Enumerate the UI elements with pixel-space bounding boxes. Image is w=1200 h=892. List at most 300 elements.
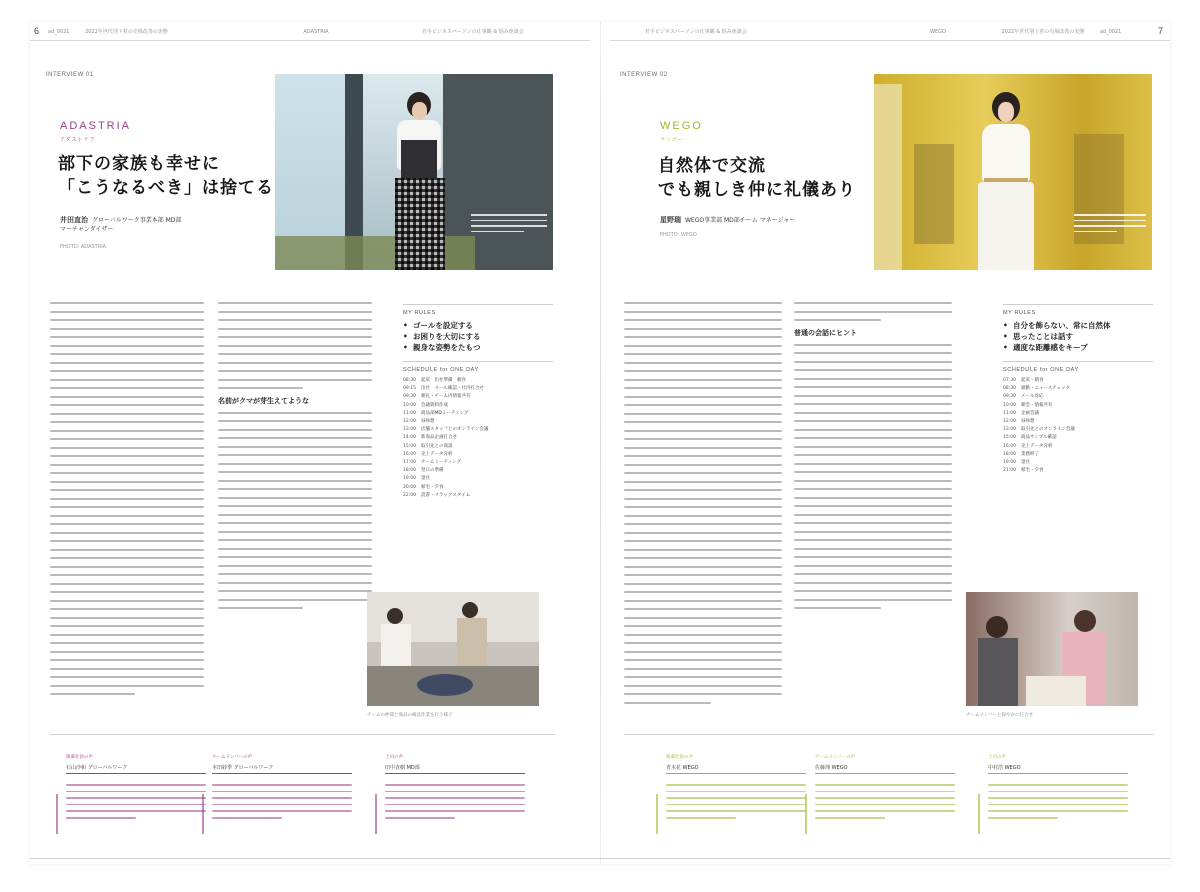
body-text-line xyxy=(624,532,782,534)
voice-text-line xyxy=(988,791,1128,793)
body-text-line xyxy=(50,413,204,415)
photo-caption-right: チームメンバーと和やかに打合せ xyxy=(966,713,1034,718)
body-text-line xyxy=(50,345,204,347)
schedule-row xyxy=(1003,418,1153,426)
body-text-line xyxy=(50,617,204,619)
body-text-line xyxy=(50,625,204,627)
body-text-line xyxy=(624,617,782,619)
voice-text-line xyxy=(385,810,525,812)
body-text-line xyxy=(794,437,952,439)
body-text-line xyxy=(624,557,782,559)
body-text-line xyxy=(624,336,782,338)
schedule-row xyxy=(1003,467,1153,475)
body-text-line xyxy=(794,378,952,380)
schedule-row xyxy=(1003,434,1153,442)
header-code: ad_0021 xyxy=(1099,29,1122,35)
schedule-time: 13:00 xyxy=(403,427,416,433)
voice-text-line xyxy=(988,810,1128,812)
voice-text-line xyxy=(815,804,955,806)
body-text-line xyxy=(50,574,204,576)
schedule-row xyxy=(403,410,553,418)
schedule-row xyxy=(1003,443,1153,451)
rule-item: • ゴールを設定する xyxy=(403,321,473,330)
voice-column xyxy=(666,754,806,824)
schedule-activity: 店舗スタッフとのオンライン会議 xyxy=(421,427,489,433)
voice-text-line xyxy=(66,810,206,812)
body-text-line xyxy=(218,454,372,456)
body-text-line xyxy=(218,463,372,465)
voice-role: 上司の声 xyxy=(988,755,1006,760)
body-text-line xyxy=(50,659,204,661)
body-text-line xyxy=(624,685,782,687)
body-text-line xyxy=(50,651,204,653)
body-text-line xyxy=(50,455,204,457)
byline-dept: マネージャー xyxy=(759,217,796,224)
voice-name: 佐藤理 WEGO xyxy=(815,764,955,774)
body-text-line xyxy=(50,693,135,695)
body-text-line xyxy=(624,702,711,704)
body-text-line xyxy=(218,446,372,448)
body-text-line xyxy=(218,522,372,524)
schedule-activity: 昼休憩 xyxy=(1021,419,1035,425)
body-text-line xyxy=(794,514,952,516)
body-text-line xyxy=(218,573,372,575)
body-text-line xyxy=(624,583,782,585)
voice-text-line xyxy=(385,797,525,799)
header-rule-right xyxy=(610,40,1170,41)
body-text-line xyxy=(624,396,782,398)
schedule-activity: チームミーティング xyxy=(421,460,462,466)
body-text-line xyxy=(50,472,204,474)
voice-side-mark xyxy=(805,794,807,834)
schedule-activity: 朝礼・チーム内情報共有 xyxy=(421,394,471,400)
schedule-time: 08:30 xyxy=(1003,386,1016,392)
schedule-time: 19:00 xyxy=(403,476,416,482)
body-text-line xyxy=(624,379,782,381)
body-text-line xyxy=(624,481,782,483)
body-column-left-1 xyxy=(50,302,204,702)
body-text-line xyxy=(50,557,204,559)
body-text-line xyxy=(50,438,204,440)
body-text-line xyxy=(218,582,372,584)
voice-text-line xyxy=(666,817,736,819)
body-text-line xyxy=(50,396,204,398)
body-text-line xyxy=(794,522,952,524)
body-text-line xyxy=(624,362,782,364)
voice-name: 田中直樹 MD部 xyxy=(385,764,525,774)
body-text-line xyxy=(624,642,782,644)
body-text-line xyxy=(50,532,204,534)
body-text-line xyxy=(624,591,782,593)
schedule-row xyxy=(1003,393,1153,401)
schedule-activity: 起床・朝食 xyxy=(1021,378,1044,383)
schedule-row xyxy=(403,467,553,475)
voice-text-line xyxy=(66,797,206,799)
schedule-time: 09:30 xyxy=(403,394,416,400)
body-text-line xyxy=(624,413,782,415)
body-text-line xyxy=(50,464,204,466)
voice-side-mark xyxy=(56,794,58,834)
voice-text-line xyxy=(66,784,206,786)
schedule-time: 11:00 xyxy=(1003,410,1016,416)
running-header-center-right: 若手ビジネスパーソンの仕事観 & 悩み座談会 xyxy=(645,29,747,35)
body-text-line xyxy=(624,455,782,457)
schedule-time: 09:15 xyxy=(403,386,416,392)
body-text-line xyxy=(624,608,782,610)
body-text-line xyxy=(218,437,372,439)
body-text-line xyxy=(50,608,204,610)
schedule-activity: 商品サンプル確認 xyxy=(1021,435,1057,441)
brand-sub-wego: ウィゴー xyxy=(660,137,684,143)
body-text-line xyxy=(218,302,372,304)
voice-role: 後輩社員の声 xyxy=(66,755,93,760)
interview-label-left: INTERVIEW 01 xyxy=(46,72,94,78)
voice-text-line xyxy=(66,804,206,806)
schedule-activity: 帰宅・夕食 xyxy=(1021,468,1044,474)
header-brand: ADASTRIA xyxy=(303,29,329,35)
body-text-line xyxy=(218,471,372,473)
body-text-line xyxy=(218,420,372,422)
schedule-row xyxy=(403,418,553,426)
header-title: 2022年世代別下着の売場改善の実態 xyxy=(1001,29,1085,35)
schedule-row xyxy=(403,492,553,500)
interview-label-right: INTERVIEW 02 xyxy=(620,72,668,78)
schedule-time: 14:00 xyxy=(403,435,416,441)
headline-line: 部下の家族も幸せに xyxy=(58,154,220,174)
schedule-row xyxy=(1003,426,1153,434)
body-text-line xyxy=(50,523,204,525)
voices-rule-left xyxy=(50,734,555,735)
voice-text-line xyxy=(666,784,806,786)
body-text-line xyxy=(50,642,204,644)
schedule-activity: 企画会議 xyxy=(1021,410,1039,416)
body-text-line xyxy=(50,319,204,321)
voice-text-line xyxy=(212,791,352,793)
body-text-line xyxy=(50,591,204,593)
body-text-line xyxy=(624,574,782,576)
body-text-line xyxy=(218,505,372,507)
header-code: ad_0021 xyxy=(48,29,70,35)
body-text-line xyxy=(218,353,372,355)
my-rules-left xyxy=(403,304,553,500)
body-text-line xyxy=(624,447,782,449)
body-text-line xyxy=(794,420,952,422)
body-text-line xyxy=(624,328,782,330)
body-text-line xyxy=(624,651,782,653)
body-column-left-2 xyxy=(218,302,372,616)
schedule-activity: 退社 xyxy=(1021,460,1030,466)
voice-text-line xyxy=(988,804,1128,806)
photo-credit-right: PHOTO: WEGO xyxy=(660,232,697,238)
body-text-line xyxy=(794,573,952,575)
schedule-time: 19:00 xyxy=(1003,460,1016,466)
body-text-line xyxy=(794,599,952,601)
body-text-line xyxy=(624,421,782,423)
body-text-line xyxy=(624,693,782,695)
my-rules-label: MY RULES xyxy=(1003,310,1036,316)
subhead-left: 名前がクマが芽生えてような xyxy=(218,396,309,405)
body-text-line xyxy=(50,685,204,687)
schedule-time: 18:00 xyxy=(1003,451,1016,457)
schedule-row xyxy=(1003,410,1153,418)
rule-item: • 思ったことは話す xyxy=(1003,332,1073,341)
voice-column xyxy=(988,754,1128,824)
voice-text-line xyxy=(212,804,352,806)
body-text-line xyxy=(50,328,204,330)
body-text-line xyxy=(624,625,782,627)
headline-line: 自然体で交流 xyxy=(658,156,766,176)
schedule-row xyxy=(1003,377,1153,385)
body-text-line xyxy=(218,565,372,567)
schedule-time: 07:30 xyxy=(1003,378,1016,383)
voice-text-line xyxy=(66,817,136,819)
voice-role: チームメンバーの声 xyxy=(815,755,856,760)
body-text-line xyxy=(794,480,952,482)
schedule-activity: 起床 出社準備 朝食 xyxy=(421,378,466,383)
photo-credit-left: PHOTO: ADASTRIA xyxy=(60,244,107,250)
voice-name: 石山沙和 グローバルワーク xyxy=(66,764,206,774)
schedule-row xyxy=(403,377,553,385)
schedule-time: 12:00 xyxy=(403,419,416,425)
schedule-row xyxy=(1003,451,1153,459)
rule-item: • 親身な姿勢をたもつ xyxy=(403,343,481,352)
voice-name: 青木花 WEGO xyxy=(666,764,806,774)
hero-caption-right xyxy=(1074,214,1146,236)
body-text-line xyxy=(624,659,782,661)
magazine-spread xyxy=(30,22,1170,864)
voice-text-line xyxy=(666,797,806,799)
body-text-line xyxy=(794,590,952,592)
body-text-line xyxy=(624,600,782,602)
voice-text-line xyxy=(385,784,525,786)
body-text-line xyxy=(218,362,372,364)
voice-side-mark xyxy=(202,794,204,834)
voice-text-line xyxy=(385,791,525,793)
body-text-line xyxy=(218,379,372,381)
body-text-line xyxy=(794,369,952,371)
voice-role: 後輩社員の声 xyxy=(666,755,693,760)
header-title: 2022年世代別下着の売場改善の実態 xyxy=(85,29,168,35)
schedule-activity: 読書・リラックスタイム xyxy=(421,492,471,498)
schedule-row xyxy=(403,434,553,442)
body-text-line xyxy=(218,328,372,330)
schedule-time: 16:00 xyxy=(403,451,416,457)
headline-left xyxy=(58,152,274,200)
my-rules-right xyxy=(1003,304,1153,475)
schedule-row xyxy=(403,393,553,401)
schedule-activity: 取引先とのオンライン会議 xyxy=(1021,427,1075,433)
voice-column xyxy=(385,754,525,824)
byline-dept: マーチャンダイザー xyxy=(60,226,114,233)
voice-role: 上司の声 xyxy=(385,755,403,760)
voice-role: チームメンバーの声 xyxy=(212,755,253,760)
body-text-line xyxy=(624,345,782,347)
body-text-line xyxy=(794,565,952,567)
schedule-activity: 売上データ分析 xyxy=(421,451,453,457)
voice-text-line xyxy=(385,804,525,806)
photo-caption-left: チームの仲間と商品の検品作業を行う様子 xyxy=(367,713,453,718)
body-text-line xyxy=(624,566,782,568)
brand-wego: WEGO xyxy=(660,120,703,132)
body-text-line xyxy=(50,498,204,500)
schedule-row xyxy=(403,402,553,410)
rule-item: • お困りを大切にする xyxy=(403,332,481,341)
schedule-activity: 商品部MDミーティング xyxy=(421,410,469,416)
body-text-line xyxy=(794,582,952,584)
schedule-activity: 売上データ分析 xyxy=(1021,443,1053,449)
schedule-label: SCHEDULE for ONE DAY xyxy=(1003,367,1079,373)
voice-text-line xyxy=(988,784,1128,786)
body-text-line xyxy=(794,403,952,405)
body-text-line xyxy=(794,412,952,414)
voice-name: 本田紗季 グローバルワーク xyxy=(212,764,352,774)
body-column-right-2 xyxy=(794,302,952,616)
body-text-line xyxy=(218,336,372,338)
voice-column xyxy=(815,754,955,824)
body-text-line xyxy=(218,590,372,592)
schedule-time: 21:00 xyxy=(1003,468,1016,474)
body-text-line xyxy=(50,634,204,636)
body-text-line xyxy=(794,488,952,490)
body-text-line xyxy=(50,676,204,678)
body-text-line xyxy=(794,429,952,431)
body-text-line xyxy=(624,311,782,313)
rule-item: • 自分を飾らない、常に自然体 xyxy=(1003,321,1111,330)
byline-left xyxy=(60,216,181,234)
body-text-line xyxy=(624,668,782,670)
body-text-line xyxy=(218,531,372,533)
body-text-line xyxy=(50,549,204,551)
schedule-activity: 翌日の準備 xyxy=(421,468,444,474)
page-bottom-rule xyxy=(30,858,1170,859)
body-text-line xyxy=(624,353,782,355)
body-text-line xyxy=(624,676,782,678)
schedule-time: 15:00 xyxy=(403,443,416,449)
voice-column xyxy=(66,754,206,824)
body-text-line xyxy=(624,523,782,525)
subhead-right: 普通の会話にヒント xyxy=(794,328,857,337)
schedule-time: 12:00 xyxy=(1003,419,1016,425)
body-text-line xyxy=(218,539,372,541)
schedule-activity: 新商品企画打合せ xyxy=(421,435,457,441)
body-text-line xyxy=(50,387,204,389)
body-text-line xyxy=(624,302,782,304)
byline-role: WEGO事業部 MD部チーム xyxy=(685,217,758,224)
schedule-activity: 朝会・情報共有 xyxy=(1021,402,1053,408)
body-text-line xyxy=(218,548,372,550)
voice-text-line xyxy=(666,810,806,812)
body-text-line xyxy=(624,387,782,389)
header-rule-left xyxy=(30,40,590,41)
schedule-time: 22:00 xyxy=(403,492,416,498)
body-text-line xyxy=(50,311,204,313)
schedule-row xyxy=(1003,385,1153,393)
body-text-line xyxy=(218,412,372,414)
running-header-left xyxy=(48,28,343,36)
schedule-row xyxy=(403,385,553,393)
body-text-line xyxy=(50,583,204,585)
schedule-activity: 業務終了 xyxy=(1021,451,1039,457)
hero-photo-adastria xyxy=(275,74,553,270)
body-text-line xyxy=(50,489,204,491)
schedule-row xyxy=(403,475,553,483)
schedule-activity: 帰宅・夕食 xyxy=(421,484,444,490)
body-text-line xyxy=(794,311,952,313)
body-text-line xyxy=(794,548,952,550)
headline-right xyxy=(658,154,856,202)
body-text-line xyxy=(218,556,372,558)
voice-text-line xyxy=(666,791,806,793)
schedule-time: 10:00 xyxy=(403,402,416,408)
body-text-line xyxy=(794,446,952,448)
body-text-line xyxy=(794,361,952,363)
body-text-line xyxy=(218,319,372,321)
voice-side-mark xyxy=(656,794,658,834)
voice-text-line xyxy=(815,797,955,799)
body-text-line xyxy=(624,634,782,636)
headline-line: でも親しき仲に礼儀あり xyxy=(658,180,856,200)
schedule-row xyxy=(403,451,553,459)
body-text-line xyxy=(50,404,204,406)
body-text-line xyxy=(218,607,303,609)
voice-column xyxy=(212,754,352,824)
voice-side-mark xyxy=(375,794,377,834)
page-fold xyxy=(600,22,601,864)
voice-text-line xyxy=(988,797,1128,799)
body-text-line xyxy=(624,472,782,474)
body-text-line xyxy=(624,370,782,372)
voice-text-line xyxy=(815,791,955,793)
schedule-time: 17:00 xyxy=(403,460,416,466)
body-text-line xyxy=(50,379,204,381)
schedule-activity: 昼休憩 xyxy=(421,419,435,425)
voice-text-line xyxy=(815,810,955,812)
body-text-line xyxy=(624,464,782,466)
voice-text-line xyxy=(815,817,885,819)
body-text-line xyxy=(624,489,782,491)
body-text-line xyxy=(50,506,204,508)
body-text-line xyxy=(624,506,782,508)
body-column-right-1 xyxy=(624,302,782,710)
body-text-line xyxy=(218,599,372,601)
voice-text-line xyxy=(212,817,282,819)
schedule-time: 09:30 xyxy=(1003,394,1016,400)
body-text-line xyxy=(624,498,782,500)
meeting-photo-wego xyxy=(966,592,1138,706)
body-text-line xyxy=(50,668,204,670)
body-text-line xyxy=(218,370,372,372)
voice-text-line xyxy=(212,784,352,786)
schedule-row xyxy=(403,459,553,467)
body-text-line xyxy=(50,302,204,304)
voice-text-line xyxy=(385,817,455,819)
running-header-right xyxy=(930,28,1135,36)
body-text-line xyxy=(794,302,952,304)
schedule-list-left xyxy=(403,377,553,500)
byline-name: 井田直治 xyxy=(60,216,88,224)
schedule-row xyxy=(403,426,553,434)
brand-adastria: ADASTRIA xyxy=(60,120,132,132)
body-text-line xyxy=(50,600,204,602)
voice-text-line xyxy=(66,791,206,793)
body-text-line xyxy=(794,497,952,499)
body-text-line xyxy=(50,515,204,517)
body-text-line xyxy=(50,481,204,483)
body-text-line xyxy=(50,447,204,449)
body-text-line xyxy=(794,531,952,533)
body-text-line xyxy=(794,505,952,507)
hero-caption-left xyxy=(471,214,547,236)
